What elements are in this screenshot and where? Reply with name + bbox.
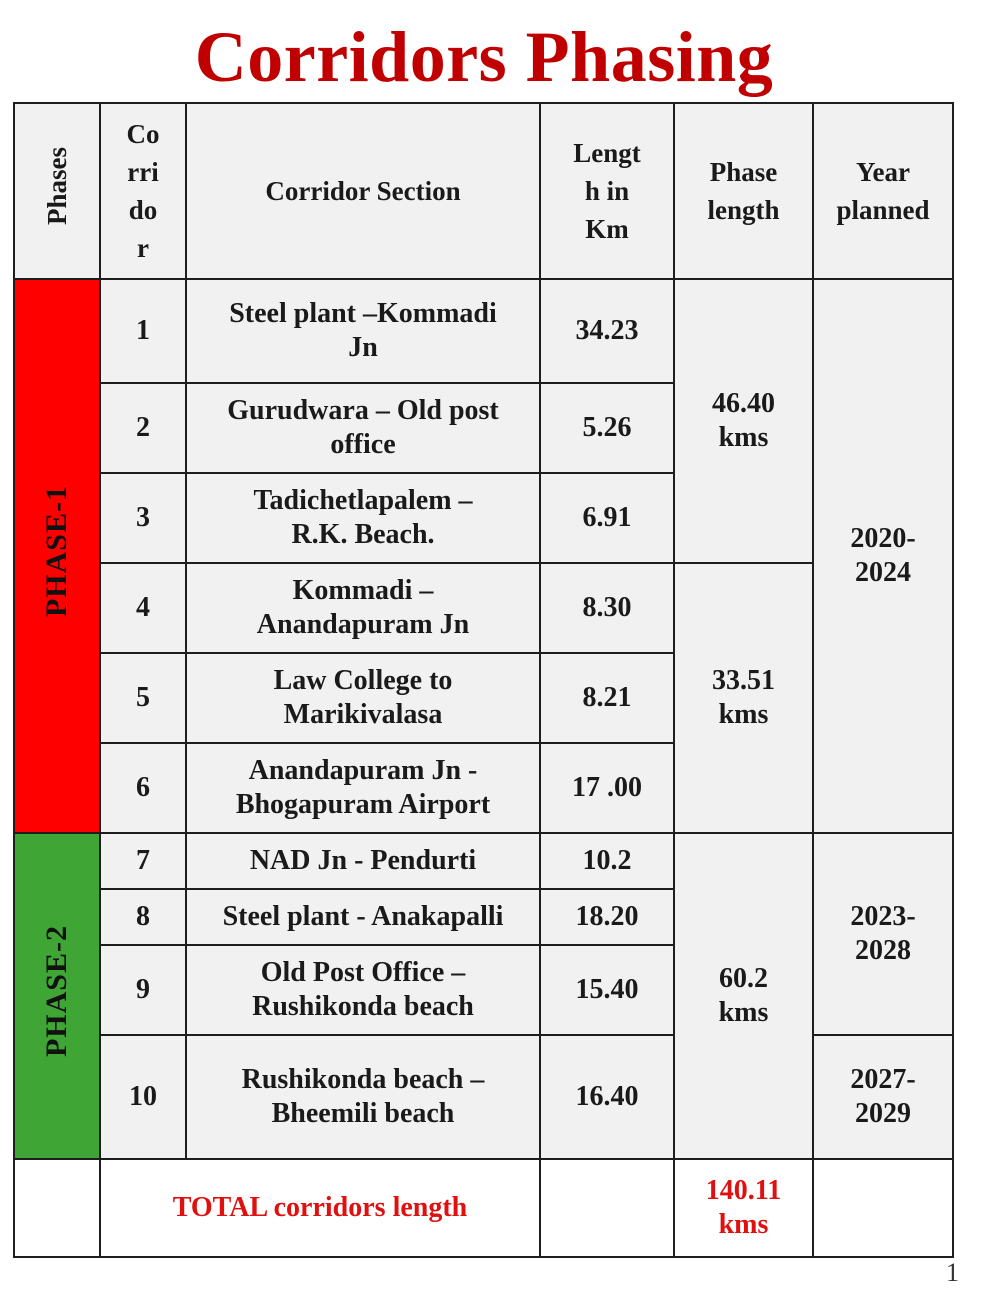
section-line: Anandapuram Jn (256, 609, 470, 640)
corridor-number: 4 (100, 563, 186, 653)
section-line: Kommadi – (292, 575, 434, 606)
table-row (14, 279, 953, 383)
header-corridor (100, 103, 186, 279)
corridor-length: 6.91 (540, 473, 674, 563)
phase-1-label: PHASE-1 (40, 485, 73, 618)
corridor-section (186, 563, 540, 653)
header-corridor-line: r (137, 233, 149, 263)
total-value-number: 140.11 (705, 1175, 782, 1206)
header-year (813, 103, 953, 279)
corridor-section (186, 279, 540, 383)
phase-length-unit: kms (718, 422, 769, 453)
section-line: Old Post Office – (260, 957, 466, 988)
corridor-length: 18.20 (540, 889, 674, 945)
header-length-line: Km (585, 214, 629, 244)
table-row (14, 833, 953, 889)
year-planned-b (813, 833, 953, 1035)
header-length-line: Lengt (573, 138, 641, 168)
corridor-length: 8.21 (540, 653, 674, 743)
header-corridor-line: do (128, 195, 158, 225)
corridors-table (13, 102, 954, 1258)
corridor-number: 2 (100, 383, 186, 473)
section-line: Steel plant –Kommadi (229, 298, 497, 329)
year-line: 2023- (850, 901, 916, 932)
corridor-length: 16.40 (540, 1035, 674, 1159)
corridor-length: 15.40 (540, 945, 674, 1035)
phase-length-unit: kms (718, 699, 769, 730)
corridor-length: 34.23 (540, 279, 674, 383)
header-corridor-line: rri (127, 157, 159, 187)
corridor-number: 7 (100, 833, 186, 889)
corridor-length: 17 .00 (540, 743, 674, 833)
phase-length-a (674, 279, 813, 563)
total-value (674, 1159, 813, 1257)
section-line: Rushikonda beach – (241, 1064, 485, 1095)
section-line: Bhogapuram Airport (235, 789, 491, 820)
phase-1-cell (14, 279, 100, 833)
page-title: Corridors Phasing (194, 17, 774, 97)
header-phase-length (674, 103, 813, 279)
section-line: office (330, 429, 396, 460)
section-line: Rushikonda beach (252, 991, 474, 1022)
section-line: Gurudwara – Old post (227, 395, 499, 426)
phase-length-value: 33.51 (712, 665, 775, 696)
header-length (540, 103, 674, 279)
total-label: TOTAL corridors length (100, 1159, 540, 1257)
header-section: Corridor Section (186, 103, 540, 279)
section-line: Marikivalasa (283, 699, 443, 730)
page-number: 1 (946, 1258, 959, 1287)
corridor-number: 5 (100, 653, 186, 743)
year-planned-c (813, 1035, 953, 1159)
corridor-number: 8 (100, 889, 186, 945)
total-value-unit: kms (718, 1209, 769, 1240)
header-length-line: h in (584, 176, 630, 206)
corridor-section: NAD Jn - Pendurti (186, 833, 540, 889)
phase-length-b (674, 563, 813, 833)
year-line: 2020- (850, 523, 916, 554)
total-empty-cell (813, 1159, 953, 1257)
phase-2-cell (14, 833, 100, 1159)
corridor-section (186, 383, 540, 473)
corridor-number: 1 (100, 279, 186, 383)
section-line: R.K. Beach. (291, 519, 435, 550)
phase-length-c (674, 833, 813, 1159)
section-line: Anandapuram Jn - (248, 755, 478, 786)
total-row (14, 1159, 953, 1257)
year-line: 2028 (855, 935, 911, 966)
phase-length-value: 60.2 (719, 963, 768, 994)
table-row (14, 563, 953, 653)
section-line: Law College to (273, 665, 453, 696)
section-line: Tadichetlapalem – (253, 485, 473, 516)
corridor-number: 6 (100, 743, 186, 833)
header-corridor-line: Co (126, 119, 160, 149)
corridor-number: 3 (100, 473, 186, 563)
header-phase-length-line: length (707, 195, 780, 225)
corridor-section (186, 743, 540, 833)
total-empty-cell (540, 1159, 674, 1257)
header-row (14, 103, 953, 279)
header-phases-label: Phases (42, 146, 72, 225)
header-phase-length-line: Phase (709, 157, 778, 187)
table-row (14, 1035, 953, 1159)
corridor-number: 10 (100, 1035, 186, 1159)
header-year-line: planned (836, 195, 930, 225)
year-planned-a (813, 279, 953, 833)
corridor-section (186, 473, 540, 563)
total-empty-cell (14, 1159, 100, 1257)
year-line: 2027- (850, 1064, 916, 1095)
phase-length-unit: kms (718, 997, 769, 1028)
corridor-section (186, 945, 540, 1035)
section-line: Bheemili beach (271, 1098, 455, 1129)
corridor-section (186, 1035, 540, 1159)
header-phases (14, 103, 100, 279)
section-line: Jn (348, 332, 378, 363)
phase-2-label: PHASE-2 (40, 925, 73, 1058)
corridor-section: Steel plant - Anakapalli (186, 889, 540, 945)
corridor-section (186, 653, 540, 743)
corridor-length: 8.30 (540, 563, 674, 653)
phase-length-value: 46.40 (712, 388, 775, 419)
corridor-length: 5.26 (540, 383, 674, 473)
corridor-length: 10.2 (540, 833, 674, 889)
header-year-line: Year (856, 157, 910, 187)
corridor-number: 9 (100, 945, 186, 1035)
year-line: 2024 (855, 557, 911, 588)
year-line: 2029 (855, 1098, 911, 1129)
